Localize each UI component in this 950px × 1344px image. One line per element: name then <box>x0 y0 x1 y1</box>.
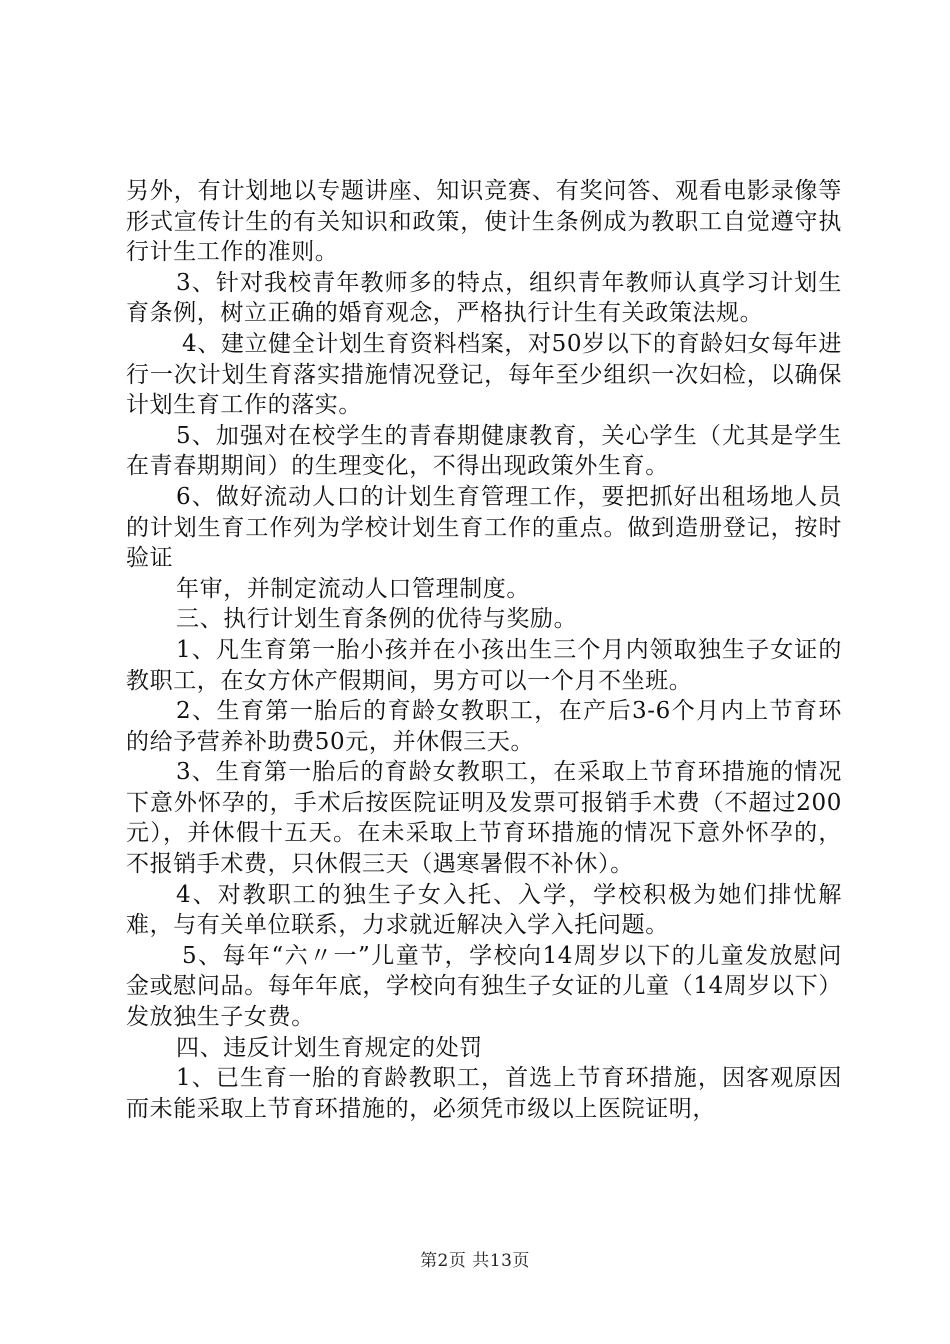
section-heading-4: 四、违反计划生育规定的处罚 <box>176 1034 483 1061</box>
paragraph-section3-item-3: 3、生育第一胎后的育龄女教职工，在采取上节育环措施的情况下意外怀孕的，手术后按医院证明及发票可报销手术费（不超过200元），并休假十五天。在未采取上节育环措施的情况下意外怀孕的，不报销手术费，只休假三天（遇寒暑假不补休）。 <box>126 759 842 878</box>
paragraph-section3-item-1: 1、凡生育第一胎小孩并在小孩出生三个月内领取独生子女证的教职工，在女方休产假期间，男方可以一个月不坐班。 <box>126 636 842 694</box>
paragraph-section3-item-4: 4、对教职工的独生子女入托、入学，学校积极为她们排忧解难，与有关单位联系，力求就近解决入学入托问题。 <box>126 881 842 939</box>
paragraph-section3-item-2: 2、生育第一胎后的育龄女教职工，在产后3-6个月内上节育环的给予营养补助费50元，并休假三天。 <box>126 698 842 755</box>
paragraph-section3-item-5: 5、每年“六〃一”儿童节，学校向14周岁以下的儿童发放慰问金或慰问品。每年年底，学校向有独生子女证的儿童（14周岁以下）发放独生子女费。 <box>126 942 842 1031</box>
paragraph-item-4: 4、建立健全计划生育资料档案，对50岁以下的育龄妇女每年进行一次计划生育落实措施情况登记，每年至少组织一次妇检，以确保计划生育工作的落实。 <box>126 330 842 419</box>
paragraph-item-3: 3、针对我校青年教师多的特点，组织青年教师认真学习计划生育条例，树立正确的婚育观念，严格执行计生有关政策法规。 <box>126 269 842 327</box>
paragraph-section4-item-1: 1、已生育一胎的育龄教职工，首选上节育环措施，因客观原因而未能采取上节育环措施的，必须凭市级以上医院证明， <box>126 1065 842 1122</box>
page-footer: 第2页 共13页 <box>420 1251 530 1271</box>
paragraph-item-5: 5、加强对在校学生的青春期健康教育，关心学生（尤其是学生在青春期期间）的生理变化，不得出现政策外生育。 <box>126 422 842 480</box>
document-body <box>126 176 842 1124</box>
paragraph-item-6-continued: 年审，并制定流动人口管理制度。 <box>176 575 530 602</box>
paragraph-intro: 另外，有计划地以专题讲座、知识竞赛、有奖问答、观看电影录像等形式宣传计生的有关知识和政策，使计生条例成为教职工自觉遵守执行计生工作的准则。 <box>126 178 842 266</box>
paragraph-item-6: 6、做好流动人口的计划生育管理工作，要把抓好出租场地人员的计划生育工作列为学校计划生育工作的重点。做到造册登记，按时验证 <box>126 483 842 572</box>
section-heading-3: 三、执行计划生育条例的优待与奖励。 <box>176 606 578 633</box>
